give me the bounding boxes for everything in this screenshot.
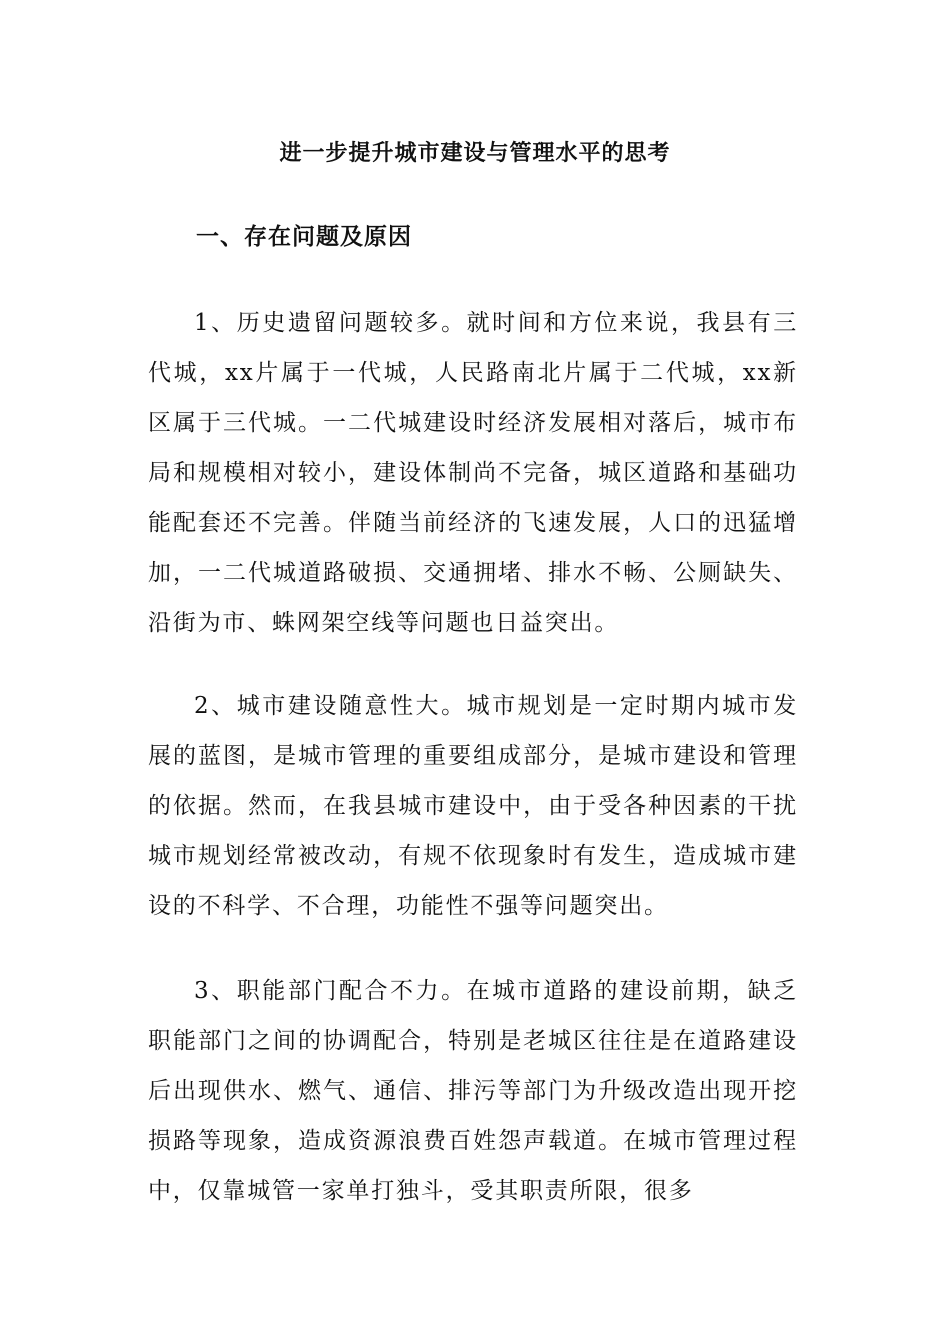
paragraph-1: 1、历史遗留问题较多。就时间和方位来说，我县有三代城，xx片属于一代城，人民路南北片属于二代城，xx新区属于三代城。一二代城建设时经济发展相对落后，城市布局和规模相对较小，建设体制尚不完备，城区道路和基础功能配套还不完善。伴随当前经济的飞速发展，人口的迅猛增加，一二代城道路破损、交通拥堵、排水不畅、公厕缺失、沿街为市、蛛网架空线等问题也日益突出。 xyxy=(148,310,798,636)
paragraph-2: 2、城市建设随意性大。城市规划是一定时期内城市发展的蓝图，是城市管理的重要组成部分，是城市建设和管理的依据。然而，在我县城市建设中，由于受各种因素的干扰城市规划经常被改动，有规不依现象时有发生，造成城市建设的不科学、不合理，功能性不强等问题突出。 xyxy=(148,693,798,919)
section-heading: 一、存在问题及原因 xyxy=(196,223,412,250)
document-title: 进一步提升城市建设与管理水平的思考 xyxy=(279,140,671,166)
paragraph-3: 3、职能部门配合不力。在城市道路的建设前期，缺乏职能部门之间的协调配合，特别是老城区往往是在道路建设后出现供水、燃气、通信、排污等部门为升级改造出现开挖损路等现象，造成资源浪费百姓怨声载道。在城市管理过程中，仅靠城管一家单打独斗，受其职责所限，很多 xyxy=(148,978,798,1204)
